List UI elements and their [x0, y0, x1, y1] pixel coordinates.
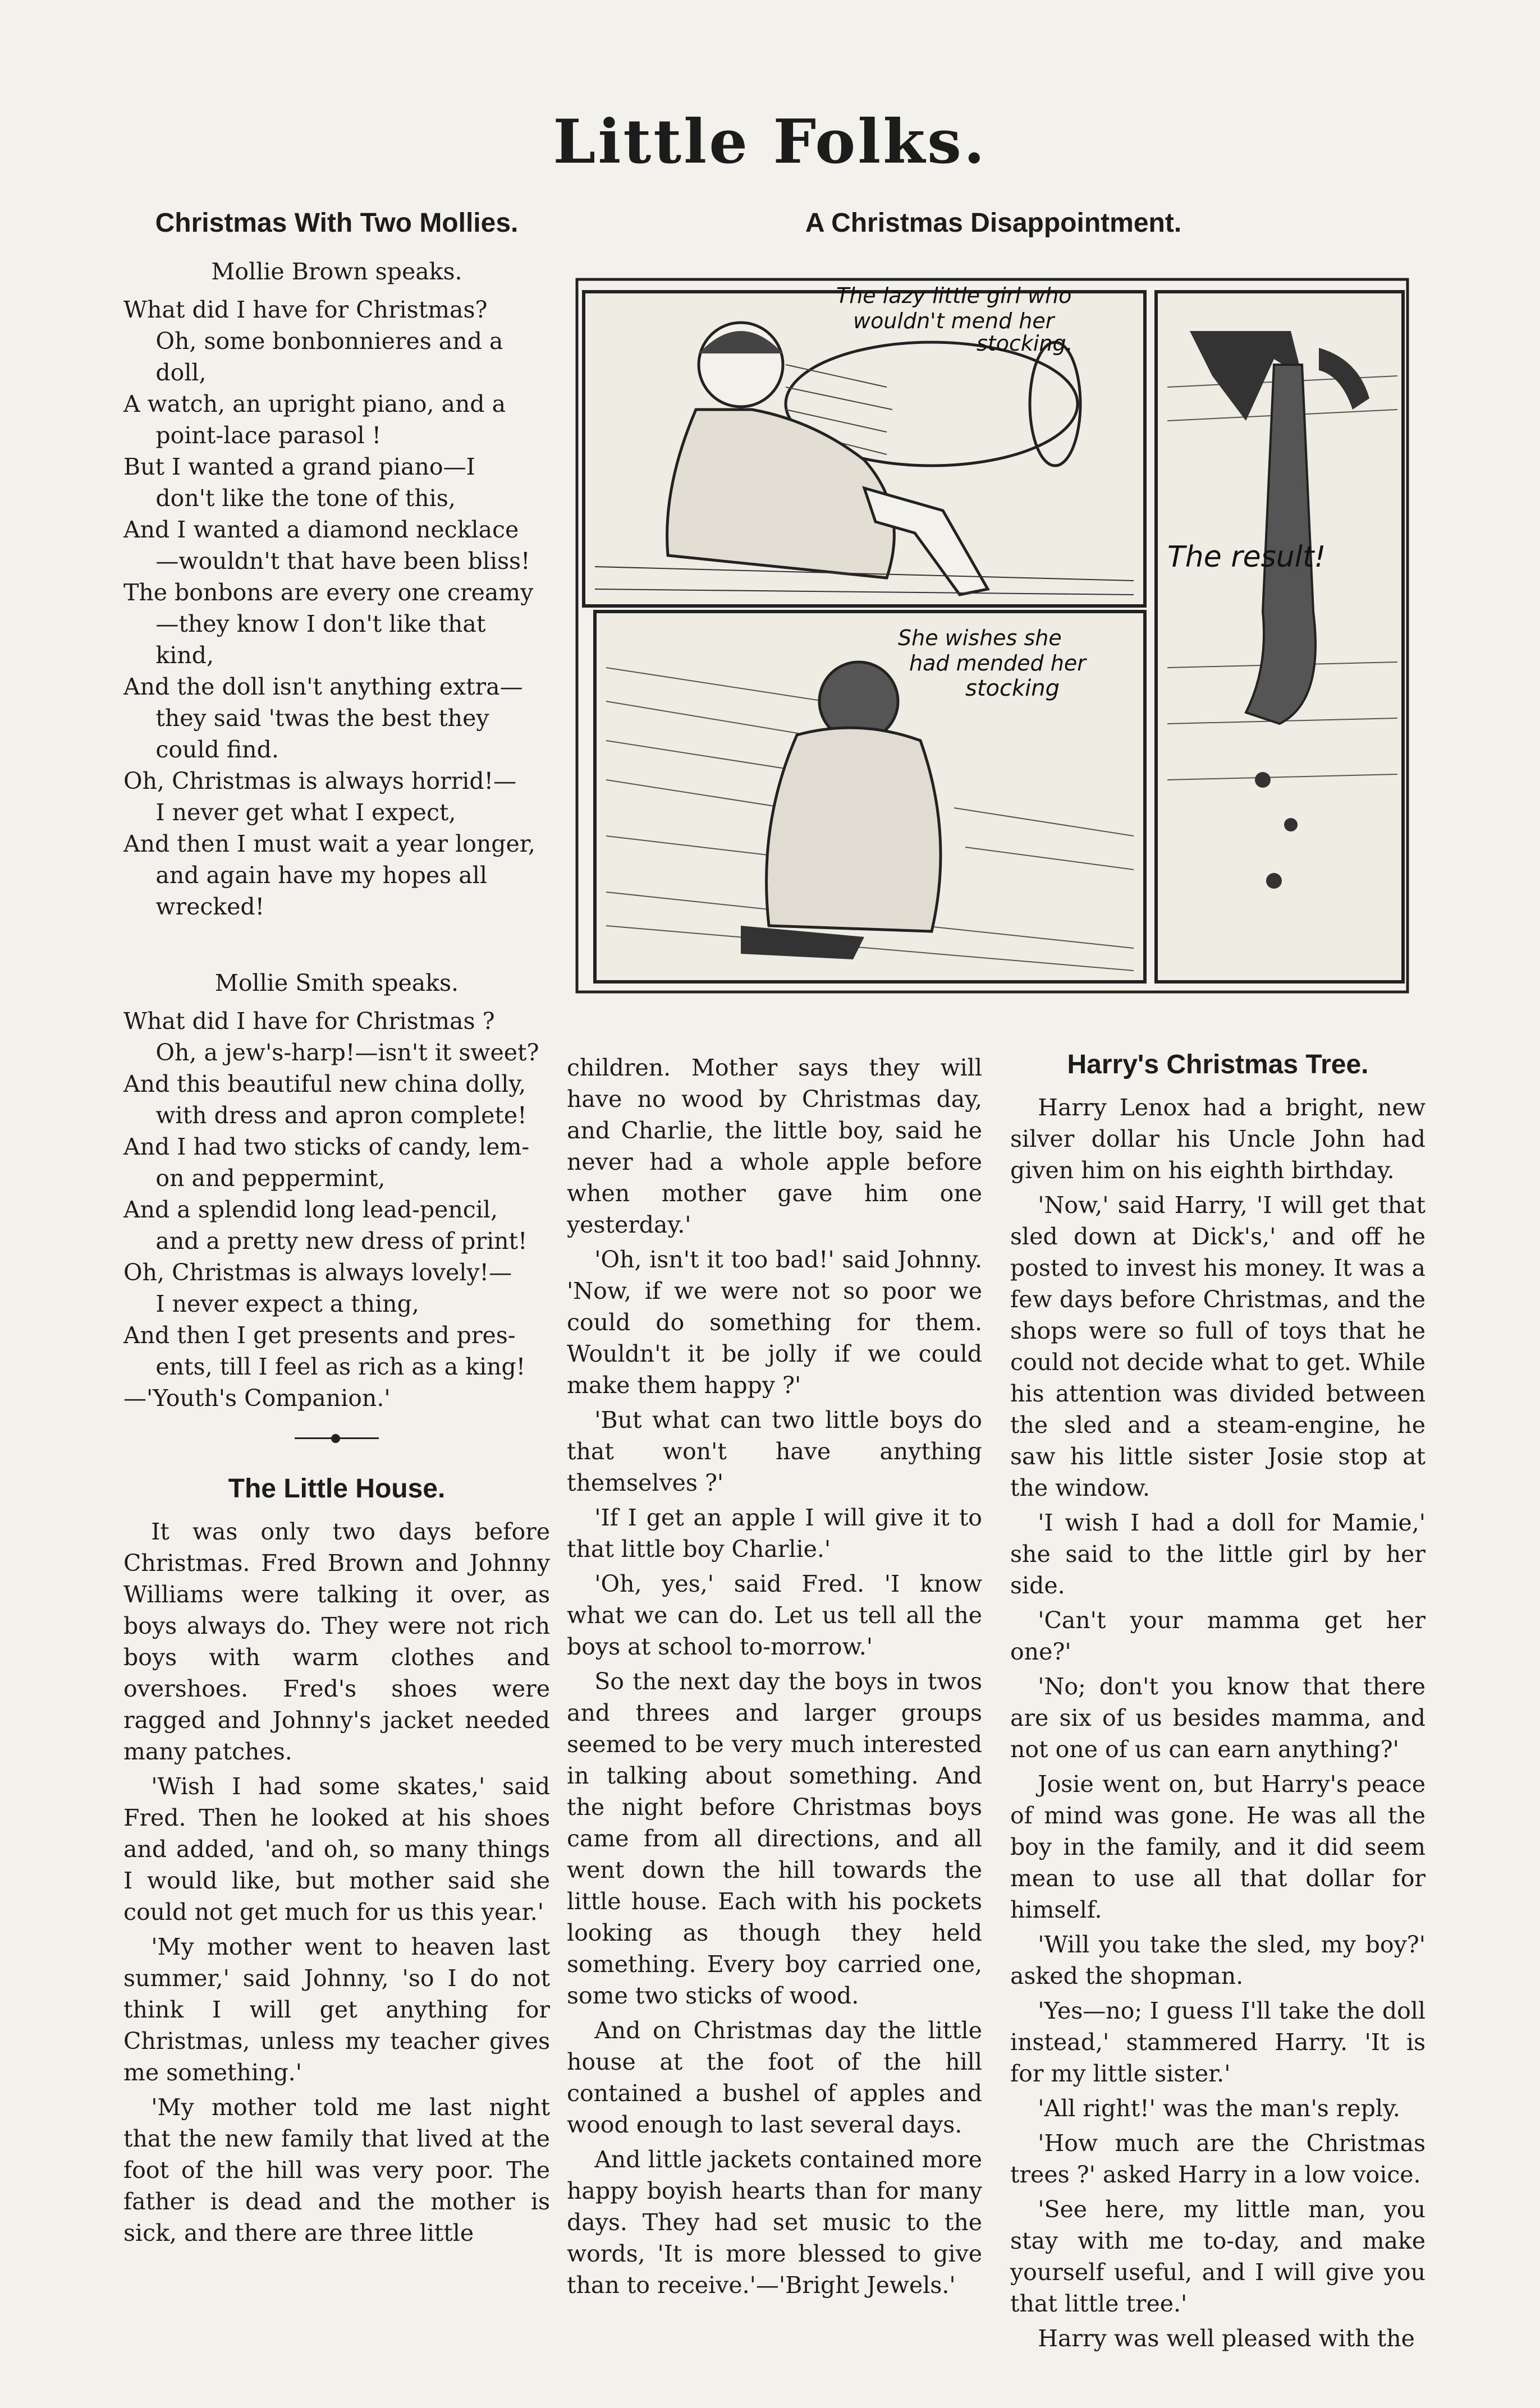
poem-title: Christmas With Two Mollies.: [155, 208, 519, 238]
poem-line: Oh, some bonbonnieres and a: [155, 328, 503, 355]
poem-line: But I wanted a grand piano—I: [123, 453, 475, 480]
poem-line: And this beautiful new china dolly,: [123, 1070, 526, 1097]
harry-paragraph: 'Now,' said Harry, 'I will get that sled down at Dick's,' and off he posted to invest his money. It was a few days before Christmas, and the shops were so full of toys that he could not decide what to get. While his attention was divided between the sled and a steam-engine, he saw his little sister Josie stop at the window.: [1010, 1192, 1426, 1501]
little-house-paragraph: 'But what can two little boys do that won't have anything themselves ?': [567, 1407, 982, 1496]
poem-stanza-1: [123, 294, 550, 922]
little-house-title: The Little House.: [228, 1474, 446, 1504]
harry-paragraph: Josie went on, but Harry's peace of mind was gone. He was all the boy in the family, and it did seem mean to use all that dollar for himself.: [1010, 1771, 1426, 1923]
poem-line: I never expect a thing,: [155, 1290, 419, 1317]
harry-paragraph: 'All right!' was the man's reply.: [1038, 2095, 1400, 2122]
left-column: [123, 208, 550, 2252]
poem-line: —wouldn't that have been bliss!: [155, 548, 530, 575]
little-house-paragraph: 'My mother told me last night that the new family that lived at the foot of the hill was very poor. The father is dead and the mother is sick, and there are three little: [123, 2094, 550, 2246]
caption2-line1: She wishes she: [898, 626, 1062, 650]
poem-line: they said 'twas the best they: [155, 705, 489, 732]
poem-line: ents, till I feel as rich as a king!: [155, 1353, 526, 1380]
poem-stanza-2: [123, 1005, 550, 1382]
poem-line: And the doll isn't anything extra—: [123, 673, 523, 700]
poem-line: A watch, an upright piano, and a: [123, 390, 506, 417]
harry-paragraph: 'No; don't you know that there are six of us besides mamma, and not one of us can earn anything?': [1010, 1673, 1426, 1763]
poem-line: Oh, Christmas is always horrid!—: [123, 768, 517, 794]
illustration-title: A Christmas Disappointment.: [805, 208, 1182, 238]
little-house-paragraph: 'Oh, isn't it too bad!' said Johnny. 'Now, if we were not so poor we could do something for them. Wouldn't it be jolly if we could make them happy ?': [567, 1246, 982, 1399]
harry-paragraph: 'Yes—no; I guess I'll take the doll instead,' stammered Harry. 'It is for my little sister.': [1010, 1997, 1426, 2087]
little-house-paragraph: 'If I get an apple I will give it to that little boy Charlie.': [567, 1504, 982, 1563]
poem-line: I never get what I expect,: [155, 799, 456, 826]
poem-attribution: —'Youth's Companion.': [123, 1385, 391, 1412]
illustration: [572, 275, 1414, 996]
poem-line: —they know I don't like that: [155, 610, 486, 637]
harry-paragraph: 'Can't your mamma get her one?': [1010, 1607, 1426, 1665]
section-divider: [295, 1436, 379, 1440]
poem-line: on and peppermint,: [155, 1165, 386, 1192]
harry-paragraph: Harry Lenox had a bright, new silver dollar his Uncle John had given him on his eighth birthday.: [1010, 1094, 1426, 1184]
harry-paragraph: 'Will you take the sled, my boy?' asked the shopman.: [1010, 1931, 1426, 1989]
poem-line: The bonbons are every one creamy: [123, 579, 534, 606]
harry-title: Harry's Christmas Tree.: [1067, 1050, 1369, 1079]
poem-line: doll,: [155, 359, 207, 386]
poem-line: and a pretty new dress of print!: [155, 1228, 528, 1254]
poem-line: What did I have for Christmas?: [123, 296, 488, 323]
caption2-line3: stocking: [965, 675, 1060, 701]
little-house-paragraph: So the next day the boys in twos and threes and larger groups seemed to be very much interested in talking about something. And the night before Christmas boys came from all directions, and all went down the hill towards the little house. Each with his pockets looking as though they held something. Every boy carried one, some two sticks of wood.: [567, 1668, 982, 2009]
little-house-paragraph: And little jackets contained more happy boyish hearts than for many days. They had set music to the words, 'It is more blessed to give than to receive.'—'Bright Jewels.': [567, 2146, 982, 2299]
poem-line: And I wanted a diamond necklace: [123, 516, 519, 543]
poem-line: And then I must wait a year longer,: [123, 830, 535, 857]
little-house-paragraph: 'Oh, yes,' said Fred. 'I know what we can do. Let us tell all the boys at school to-morrow.': [567, 1570, 982, 1660]
speaker-1: Mollie Brown speaks.: [211, 258, 462, 285]
caption1-line3: stocking.: [977, 331, 1073, 356]
poem-line: don't like the tone of this,: [155, 485, 456, 512]
illustration-svg: [572, 275, 1414, 996]
poem-line: What did I have for Christmas ?: [123, 1008, 495, 1035]
little-house-paragraph: It was only two days before Christmas. Fred Brown and Johnny Williams were talking it over, as boys always do. They were not rich boys with warm clothes and overshoes. Fred's shoes were ragged and Johnny's jacket needed many patches.: [123, 1518, 550, 1765]
poem-line: kind,: [155, 642, 214, 669]
poem-line: with dress and apron complete!: [155, 1102, 527, 1129]
harry-body: [1010, 1092, 1426, 2354]
harry-paragraph: 'How much are the Christmas trees ?' asked Harry in a low voice.: [1010, 2130, 1426, 2188]
harry-paragraph: 'I wish I had a doll for Mamie,' she said to the little girl by her side.: [1010, 1509, 1426, 1599]
poem-line: And a splendid long lead-pencil,: [123, 1196, 498, 1223]
poem-line: Oh, a jew's-harp!—isn't it sweet?: [155, 1039, 539, 1066]
right-column: [1010, 1049, 1426, 2358]
little-house-paragraph: 'Wish I had some skates,' said Fred. Then he looked at his shoes and added, 'and oh, so many things I would like, but mother said she could not get much for us this year.': [123, 1773, 550, 1926]
poem-line: point-lace parasol !: [155, 422, 382, 449]
caption3: The result!: [1167, 540, 1326, 574]
harry-paragraph: 'See here, my little man, you stay with me to-day, and make yourself useful, and I will give you that little tree.': [1010, 2196, 1426, 2317]
little-house-paragraph: 'My mother went to heaven last summer,' said Johnny, 'so I do not think I will get anything for Christmas, unless my teacher gives me something.': [123, 1933, 550, 2086]
panel-lazy-girl: [584, 283, 1145, 606]
speaker-2: Mollie Smith speaks.: [214, 969, 459, 996]
panel-result: [1156, 292, 1403, 982]
little-house-paragraph: children. Mother says they will have no wood by Christmas day, and Charlie, the little boy, said he never had a whole apple before when mother gave him one yesterday.': [567, 1054, 982, 1238]
little-house-col2: [567, 1052, 982, 2304]
masthead: Little Folks.: [553, 107, 987, 177]
illustration-title-wrap: [572, 208, 1414, 250]
little-house-paragraph: And on Christmas day the little house at the foot of the hill contained a bushel of apples and wood enough to last several days.: [567, 2017, 982, 2138]
poem-line: and again have my hopes all: [155, 862, 487, 889]
harry-paragraph: Harry was well pleased with the: [1038, 2325, 1415, 2352]
caption1-line2: wouldn't mend her: [853, 309, 1055, 333]
caption2-line2: had mended her: [909, 651, 1086, 675]
poem-line: Oh, Christmas is always lovely!—: [123, 1259, 512, 1286]
little-house-col1: [123, 1516, 550, 2249]
poem-line: And I had two sticks of candy, lem-: [123, 1133, 530, 1160]
poem-line: wrecked!: [155, 893, 265, 920]
caption1-line1: The lazy little girl who: [836, 283, 1072, 308]
poem-line: And then I get presents and pres-: [123, 1322, 516, 1349]
panel-wishes: [595, 612, 1145, 982]
poem-line: could find.: [155, 736, 279, 763]
